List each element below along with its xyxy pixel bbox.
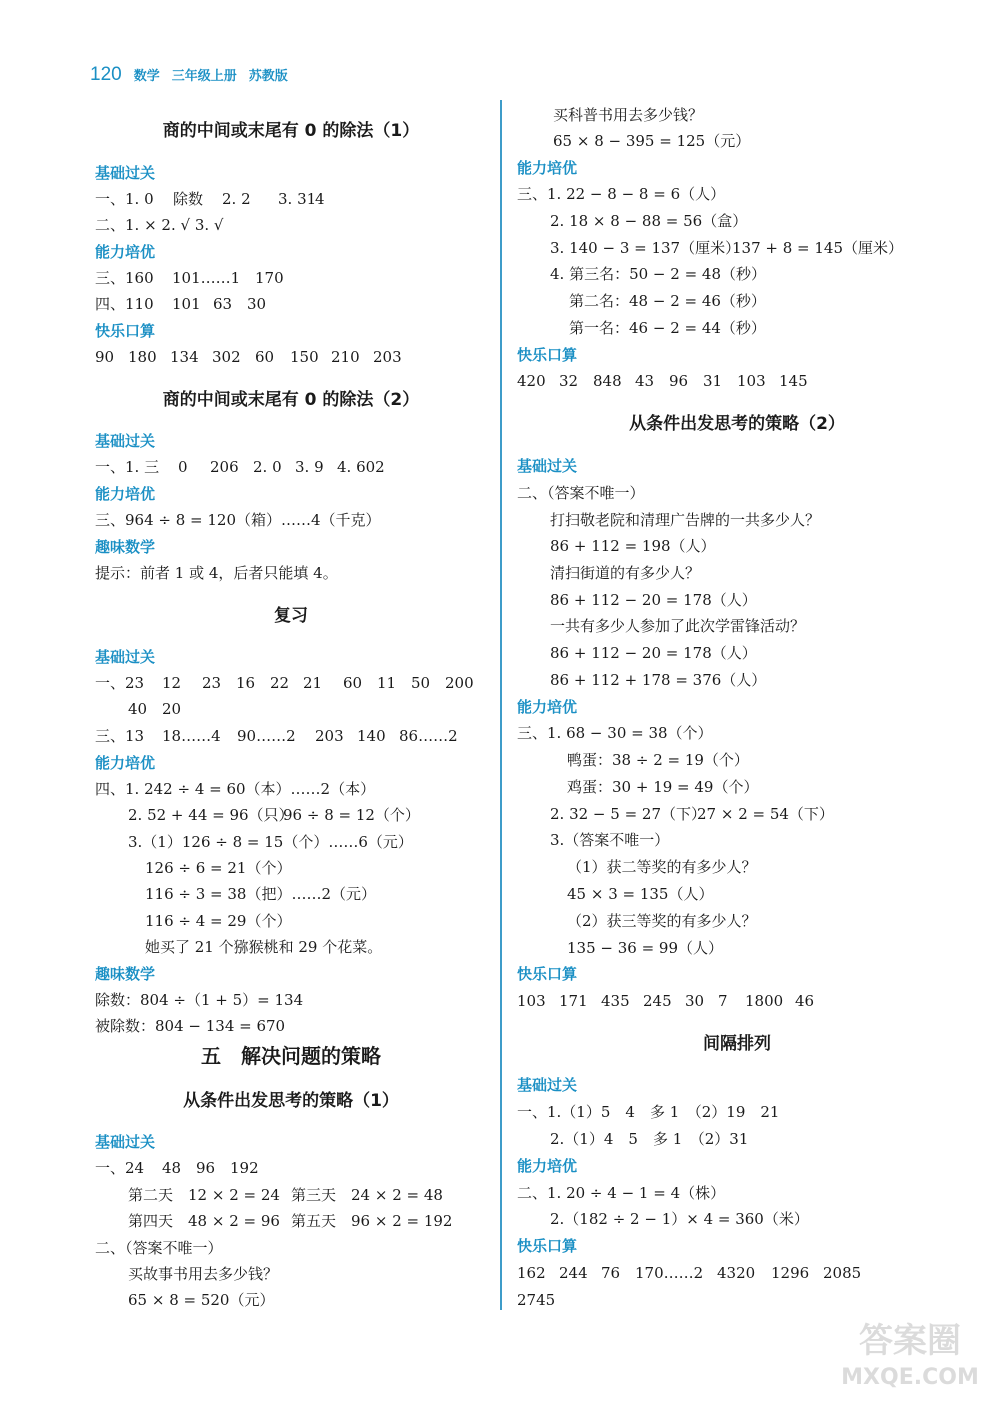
answer-item: 162 xyxy=(517,1264,546,1282)
answer-line: （2）获三等奖的有多少人？ xyxy=(567,912,757,930)
answer-line: 2.（1）4 5 多 1 （2）31 xyxy=(550,1130,749,1148)
answer-item: 1800 xyxy=(745,992,784,1010)
answer-item: 50 xyxy=(411,674,431,692)
section-heading: 能力培优 xyxy=(95,485,156,503)
answer-line: 2. 18 × 8 − 88 = 56（盒） xyxy=(550,212,748,230)
section-heading: 趣味数学 xyxy=(95,965,156,983)
answer-line: 第一名：46 − 2 = 44（秒） xyxy=(569,319,766,337)
answer-item: 一、23 xyxy=(95,674,145,692)
answer-item: 48 xyxy=(162,1159,182,1177)
answer-item: 32 xyxy=(559,372,579,390)
answer-item: 302 xyxy=(212,348,241,366)
answer-line: 63 xyxy=(213,295,233,313)
watermark-logo xyxy=(830,1318,990,1390)
answer-line: 86 + 112 − 20 = 178（人） xyxy=(550,644,757,662)
answer-item: 848 xyxy=(593,372,622,390)
answer-line: 86 + 112 − 20 = 178（人） xyxy=(550,591,757,609)
answer-item: 170……2 xyxy=(635,1264,704,1282)
answer-line: 买科普书用去多少钱？ xyxy=(553,106,704,124)
answer-line: 被除数：804 − 134 = 670 xyxy=(95,1017,286,1035)
answer-line: 0 xyxy=(178,458,188,476)
answer-item: 90……2 xyxy=(237,727,296,745)
answer-item: 200 xyxy=(445,674,474,692)
answer-line: 86 + 112 + 178 = 376（人） xyxy=(550,671,767,689)
answer-line: 一、1.（1）5 4 多 1 （2）19 21 xyxy=(517,1103,780,1121)
answer-item: 31 xyxy=(703,372,723,390)
answer-item: 60 xyxy=(343,674,363,692)
answer-item: 203 xyxy=(373,348,402,366)
answer-line: 116 ÷ 4 = 29（个） xyxy=(145,912,292,930)
answer-item: 21 xyxy=(303,674,323,692)
section-heading: 基础过关 xyxy=(517,457,578,475)
answer-line: 二、1. 20 ÷ 4 − 1 = 4（株） xyxy=(517,1184,726,1202)
section-heading: 快乐口算 xyxy=(517,965,578,983)
answer-item: 43 xyxy=(635,372,655,390)
answer-line: 第四天 48 × 2 = 96 xyxy=(128,1212,280,1230)
answer-line: 2.（182 ÷ 2 − 1）× 4 = 360（米） xyxy=(550,1210,809,1228)
answer-line: 第三天 24 × 2 = 48 xyxy=(291,1186,443,1204)
answer-line: 27 × 2 = 54（下） xyxy=(697,805,834,823)
answer-line: 提示：前者 1 或 4，后者只能填 4。 xyxy=(95,564,338,582)
answer-line: 她买了 21 个猕猴桃和 29 个花菜。 xyxy=(145,938,383,956)
answer-line: 101……1 xyxy=(172,269,241,287)
section-heading: 基础过关 xyxy=(517,1076,578,1094)
answer-item: 20 xyxy=(162,700,182,718)
answer-item: 245 xyxy=(643,992,672,1010)
answer-line: 2. 52 + 44 = 96（只） xyxy=(128,806,294,824)
grade-label: 三年级上册 xyxy=(171,69,237,84)
answer-line: 2. 2 xyxy=(222,190,251,208)
answer-item: 4320 xyxy=(717,1264,756,1282)
answer-item: 171 xyxy=(559,992,588,1010)
section-heading: 快乐口算 xyxy=(517,346,578,364)
answer-line: 二、（答案不唯一） xyxy=(95,1239,223,1257)
subject-label: 数学 xyxy=(133,69,160,84)
answer-item: 86……2 xyxy=(399,727,458,745)
answer-line: 4. 第三名：50 − 2 = 48（秒） xyxy=(550,265,767,283)
answer-item: 11 xyxy=(377,674,397,692)
page-number: 120 xyxy=(90,64,122,85)
answer-line: 126 ÷ 6 = 21（个） xyxy=(145,859,292,877)
section-title: 商的中间或末尾有 0 的除法（1） xyxy=(162,121,420,141)
answer-item: 三、13 xyxy=(95,727,145,745)
section-heading: 快乐口算 xyxy=(95,322,156,340)
answer-item: 40 xyxy=(128,700,148,718)
answer-line: 打扫敬老院和清理广告牌的一共多少人？ xyxy=(550,511,821,529)
answer-line: 3.（1）126 ÷ 8 = 15（个）……6（元） xyxy=(128,833,413,851)
answer-line: 买故事书用去多少钱？ xyxy=(128,1265,279,1283)
answer-line: 45 × 3 = 135（人） xyxy=(567,885,714,903)
answer-item: 150 xyxy=(290,348,319,366)
page-header xyxy=(90,64,288,86)
answer-line: 65 × 8 − 395 = 125（元） xyxy=(553,132,751,150)
answer-line: 101 xyxy=(172,295,201,313)
answer-item: 1296 xyxy=(771,1264,810,1282)
answer-item: 30 xyxy=(685,992,705,1010)
answer-line: 清扫街道的有多少人？ xyxy=(550,564,701,582)
answer-line: 135 − 36 = 99（人） xyxy=(567,939,724,957)
section-heading: 能力培优 xyxy=(517,1157,578,1175)
answer-line: 二、1. × 2. √ 3. √ xyxy=(95,216,224,234)
section-heading: 快乐口算 xyxy=(517,1237,578,1255)
answer-line: 除数：804 ÷（1 + 5）= 134 xyxy=(95,991,304,1009)
watermark-text: 答案圈 xyxy=(859,1321,961,1361)
answer-line: 3. 31 xyxy=(278,190,317,208)
answer-item: 16 xyxy=(236,674,256,692)
answer-line: 170 xyxy=(255,269,284,287)
answer-item: 23 xyxy=(202,674,222,692)
answer-line: 3. 9 xyxy=(295,458,324,476)
section-heading: 能力培优 xyxy=(517,159,578,177)
watermark-url: MXQE.COM xyxy=(841,1365,979,1390)
answer-line: 86 + 112 = 198（人） xyxy=(550,537,716,555)
answer-line: 3.（答案不唯一） xyxy=(550,831,670,849)
answer-item: 96 xyxy=(196,1159,216,1177)
answer-line: 30 xyxy=(247,295,267,313)
section-heading: 基础过关 xyxy=(95,164,156,182)
answer-item: 18……4 xyxy=(162,727,221,745)
answer-item: 2085 xyxy=(823,1264,862,1282)
answer-item: 180 xyxy=(128,348,157,366)
answer-line: 116 ÷ 3 = 38（把）……2（元） xyxy=(145,885,377,903)
answer-line: 四、110 xyxy=(95,295,154,313)
answer-line: 三、1. 22 − 8 − 8 = 6（人） xyxy=(517,185,726,203)
section-heading: 基础过关 xyxy=(95,648,156,666)
answer-item: 一、24 xyxy=(95,1159,145,1177)
answer-line: 三、964 ÷ 8 = 120（箱）……4（千克） xyxy=(95,511,381,529)
answer-item: 7 xyxy=(718,992,728,1010)
answer-item: 134 xyxy=(170,348,199,366)
chapter-title: 五 解决问题的策略 xyxy=(201,1044,381,1068)
answer-item: 96 xyxy=(669,372,689,390)
answer-item: 140 xyxy=(357,727,386,745)
section-heading: 基础过关 xyxy=(95,432,156,450)
answer-item: 12 xyxy=(162,674,182,692)
answer-item: 145 xyxy=(779,372,808,390)
answer-line: 65 × 8 = 520（元） xyxy=(128,1291,275,1309)
answer-line: 4 xyxy=(315,190,325,208)
answer-line: 一、1. 0 xyxy=(95,190,154,208)
section-heading: 能力培优 xyxy=(517,698,578,716)
answer-line: 第二名：48 − 2 = 46（秒） xyxy=(569,292,766,310)
section-title: 间隔排列 xyxy=(703,1034,771,1054)
section-title: 复习 xyxy=(274,606,308,626)
answer-line: 三、1. 68 − 30 = 38（个） xyxy=(517,724,713,742)
section-title: 从条件出发思考的策略（2） xyxy=(629,414,845,434)
answer-line: 一、1. 三 xyxy=(95,458,160,476)
answer-line: 4. 602 xyxy=(337,458,385,476)
answer-item: 46 xyxy=(795,992,815,1010)
answer-item: 420 xyxy=(517,372,546,390)
answer-item: 60 xyxy=(255,348,275,366)
answer-line: （1）获二等奖的有多少人？ xyxy=(567,858,757,876)
answer-line: 3. 140 − 3 = 137（厘米） xyxy=(550,239,741,257)
column-divider xyxy=(500,100,502,1310)
answer-line: 206 xyxy=(210,458,239,476)
answer-line: 二、（答案不唯一） xyxy=(517,484,645,502)
section-heading: 能力培优 xyxy=(95,243,156,261)
answer-item: 210 xyxy=(331,348,360,366)
answer-line: 第五天 96 × 2 = 192 xyxy=(291,1212,453,1230)
answer-item: 103 xyxy=(517,992,546,1010)
section-title: 从条件出发思考的策略（1） xyxy=(183,1091,399,1111)
answer-item: 90 xyxy=(95,348,115,366)
answer-line: 四、1. 242 ÷ 4 = 60（本）……2（本） xyxy=(95,780,376,798)
edition-label: 苏教版 xyxy=(248,69,288,84)
answer-item: 2745 xyxy=(517,1291,556,1309)
answer-item: 22 xyxy=(270,674,290,692)
answer-line: 除数 xyxy=(173,190,204,208)
answer-item: 103 xyxy=(737,372,766,390)
answer-line: 2. 0 xyxy=(253,458,282,476)
answer-line: 三、160 xyxy=(95,269,154,287)
answer-line: 第二天 12 × 2 = 24 xyxy=(128,1186,280,1204)
answer-item: 244 xyxy=(559,1264,588,1282)
answer-line: 96 ÷ 8 = 12（个） xyxy=(283,806,420,824)
answer-item: 435 xyxy=(601,992,630,1010)
answer-line: 鸭蛋：38 ÷ 2 = 19（个） xyxy=(567,751,749,769)
answer-item: 192 xyxy=(230,1159,259,1177)
section-heading: 能力培优 xyxy=(95,754,156,772)
section-heading: 趣味数学 xyxy=(95,538,156,556)
section-title: 商的中间或末尾有 0 的除法（2） xyxy=(162,390,420,410)
answer-line: 137 + 8 = 145（厘米） xyxy=(732,239,904,257)
answer-item: 203 xyxy=(315,727,344,745)
answer-line: 2. 32 − 5 = 27（下） xyxy=(550,805,707,823)
answer-item: 76 xyxy=(601,1264,621,1282)
section-heading: 基础过关 xyxy=(95,1133,156,1151)
answer-line: 鸡蛋：30 + 19 = 49（个） xyxy=(567,778,759,796)
answer-line: 一共有多少人参加了此次学雷锋活动？ xyxy=(550,617,806,635)
